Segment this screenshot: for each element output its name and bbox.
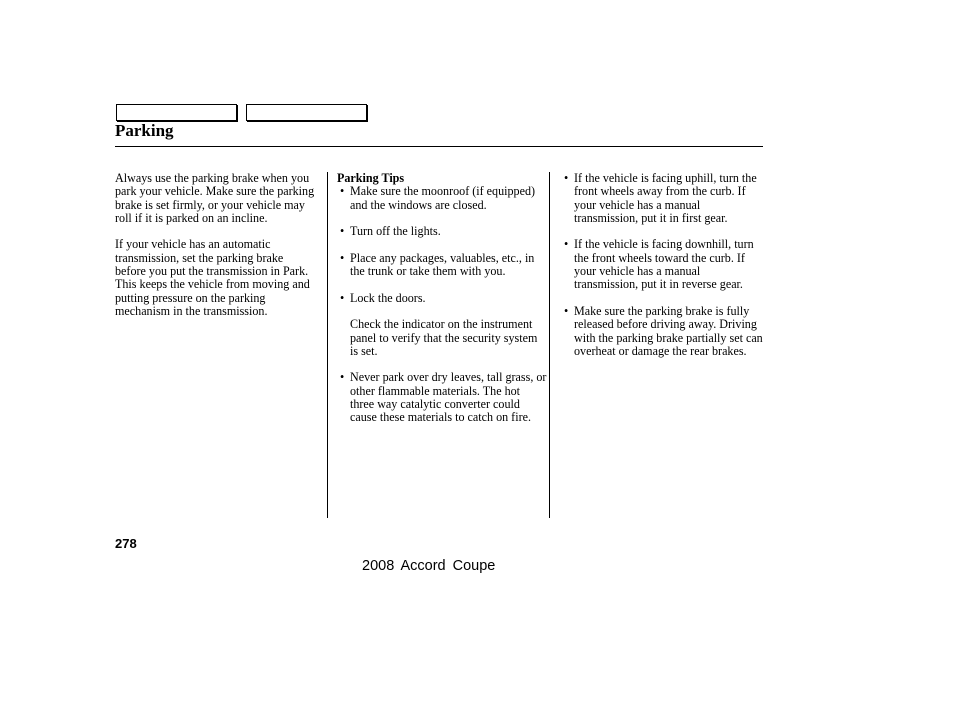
column-divider-2 bbox=[549, 172, 550, 518]
intro-paragraph-1: Always use the parking brake when you park your vehicle. Make sure the parking brake is set firmly, or your vehicle may roll if it is parked on an incline. bbox=[115, 171, 315, 225]
bullet-glyph: • bbox=[340, 370, 345, 385]
tip-item bbox=[337, 185, 547, 212]
header-tab-box-left bbox=[116, 104, 237, 121]
intro-paragraph-2: If your vehicle has an automatic transmission, set the parking brake before you put the transmission in Park. This keeps the vehicle from moving and putting pressure on the parking mechanism in the transmission. bbox=[115, 237, 310, 318]
tip-text: If the vehicle is facing uphill, turn the front wheels away from the curb. If your vehicle has a manual transmission, put it in first gear. bbox=[574, 171, 757, 225]
bullet-glyph: • bbox=[564, 237, 569, 252]
page-number: 278 bbox=[115, 536, 137, 551]
tip-item bbox=[561, 238, 766, 291]
column-intro bbox=[115, 172, 315, 332]
tip-item bbox=[561, 172, 766, 225]
tip-text: If the vehicle is facing downhill, turn the front wheels toward the curb. If your vehicle has a manual transmission, put it in reverse gear. bbox=[574, 237, 754, 292]
bullet-glyph: • bbox=[340, 184, 345, 199]
parking-tips-heading: Parking Tips bbox=[337, 171, 405, 185]
footer-model: 2008 Accord Coupe bbox=[362, 558, 496, 574]
header-tab-box-right bbox=[246, 104, 367, 121]
column-parking-tips bbox=[337, 172, 547, 438]
column-incline-tips bbox=[561, 172, 766, 371]
tip-item bbox=[337, 371, 547, 424]
tip-text: Lock the doors. bbox=[350, 290, 426, 305]
bullet-glyph: • bbox=[340, 224, 345, 239]
tip-item bbox=[337, 252, 547, 279]
column-divider-1 bbox=[327, 172, 328, 518]
bullet-glyph: • bbox=[564, 303, 569, 318]
security-note: Check the indicator on the instrument panel to verify that the security system is set. bbox=[350, 317, 538, 358]
tip-text: Place any packages, valuables, etc., in the trunk or take them with you. bbox=[350, 250, 535, 279]
tip-text: Never park over dry leaves, tall grass, or other flammable materials. The hot three way catalytic converter could cause these materials to catch on fire. bbox=[350, 370, 547, 425]
title-rule bbox=[115, 146, 763, 147]
tip-item bbox=[337, 225, 547, 238]
bullet-glyph: • bbox=[340, 250, 345, 265]
tip-text: Make sure the parking brake is fully released before driving away. Driving with the parking brake partially set can overheat or damage the rear brakes. bbox=[574, 303, 763, 358]
tip-item bbox=[337, 292, 547, 305]
bullet-glyph: • bbox=[564, 171, 569, 185]
tip-text: Turn off the lights. bbox=[350, 224, 441, 239]
bullet-glyph: • bbox=[340, 290, 345, 305]
tip-item bbox=[561, 305, 766, 358]
tip-text: Make sure the moonroof (if equipped) and the windows are closed. bbox=[350, 184, 536, 212]
section-title: Parking bbox=[115, 121, 174, 140]
